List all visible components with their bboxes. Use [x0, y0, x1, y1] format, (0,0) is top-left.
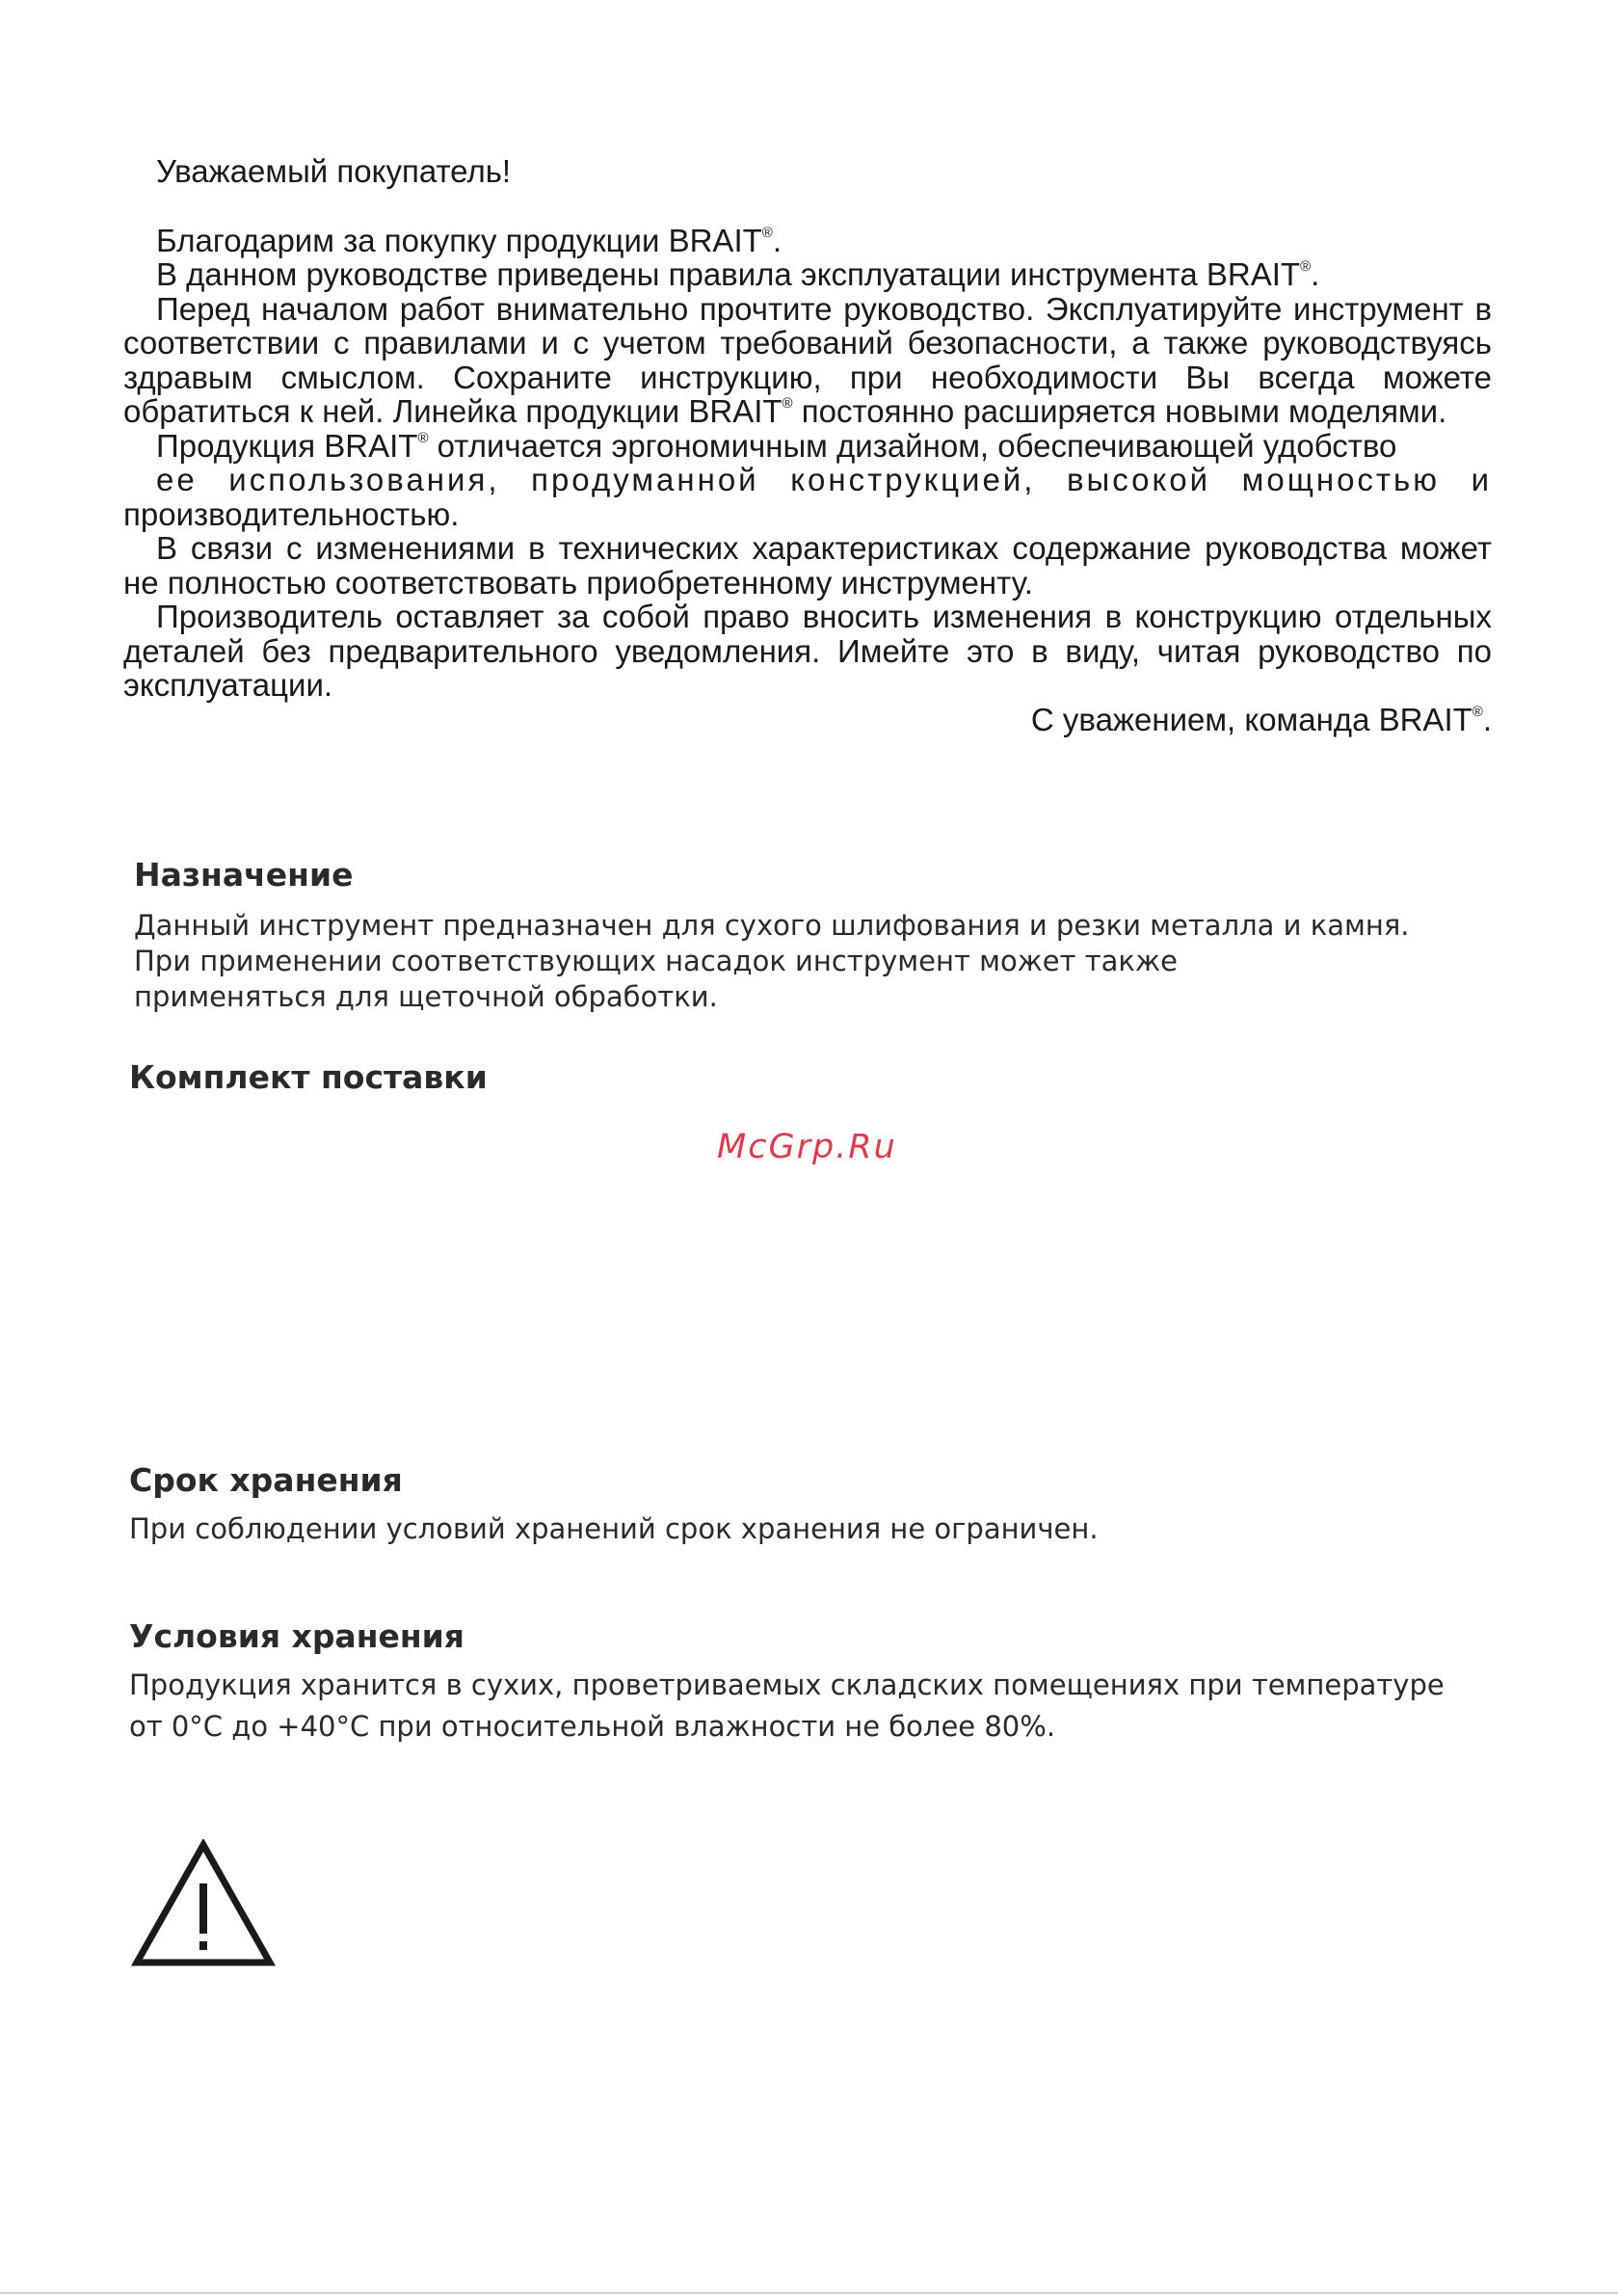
shelf-life-body	[129, 1511, 1099, 1547]
shelf-life-title: Срок хранения	[129, 1461, 403, 1499]
letter-paragraph-changes: В связи с изменениями в технических характеристиках содержание руководства может не полностью соответствовать приобретенному инструменту.	[123, 530, 1492, 601]
storage-title: Условия хранения	[129, 1617, 464, 1655]
letter-paragraph-read-manual: Перед началом работ внимательно прочтите руководство. Эксплуатируйте инструмент в соответствии с правилами и с учетом требований безопасности, а также руководствуясь здравым смыслом. Сохраните инструкцию, при необходимости Вы всегда можете обратиться к ней. Линейка продукции BRAIT® постоянно расширяется новыми моделями.	[123, 290, 1492, 429]
purpose-line: При применении соответствующих насадок инструмент может также	[134, 945, 1178, 977]
package-title: Комплект поставки	[129, 1058, 488, 1096]
letter-paragraph-manual: В данном руководстве приведены правила эксплуатации инструмента BRAIT®.	[156, 256, 1320, 292]
registered-mark: ®	[1300, 258, 1312, 275]
shelf-life-text: При соблюдении условий хранений срок хранения не ограничен.	[129, 1512, 1099, 1545]
intro-letter	[123, 154, 1492, 736]
letter-greeting: Уважаемый покупатель!	[156, 153, 512, 189]
registered-mark: ®	[782, 395, 793, 412]
purpose-body	[134, 908, 1409, 1015]
purpose-line: Данный инструмент предназначен для сухого шлифования и резки металла и камня.	[134, 909, 1410, 942]
letter-paragraph-design: Продукция BRAIT® отличается эргономичным дизайном, обеспечивающей удобство ее использования, продуманной конструкцией, высокой мощностью и производительностью.	[123, 427, 1492, 532]
registered-mark: ®	[417, 429, 429, 446]
letter-line-wide: ее использования, продуманной конструкцией, высокой мощностью и	[156, 462, 1492, 497]
registered-mark: ®	[1472, 703, 1483, 720]
warning-triangle-icon	[131, 1839, 276, 1968]
purpose-title: Назначение	[134, 856, 354, 894]
purpose-line: применяться для щеточной обработки.	[134, 980, 718, 1013]
registered-mark: ®	[761, 224, 773, 241]
storage-body	[129, 1668, 1445, 1745]
letter-paragraph-rights: Производитель оставляет за собой право вносить изменения в конструкцию отдельных деталей без предварительного уведомления. Имейте это в виду, читая руководство по эксплуатации.	[123, 599, 1492, 703]
letter-signature: С уважением, команда BRAIT®.	[1030, 701, 1492, 737]
storage-line: от 0°С до +40°С при относительной влажности не более 80%.	[129, 1710, 1056, 1743]
page-bottom-rule	[0, 2292, 1618, 2294]
watermark-text: McGrp.Ru	[717, 1128, 897, 1166]
storage-line: Продукция хранится в сухих, проветриваемых складских помещениях при температуре	[129, 1669, 1445, 1701]
letter-paragraph-thanks: Благодарим за покупку продукции BRAIT®.	[156, 222, 782, 258]
